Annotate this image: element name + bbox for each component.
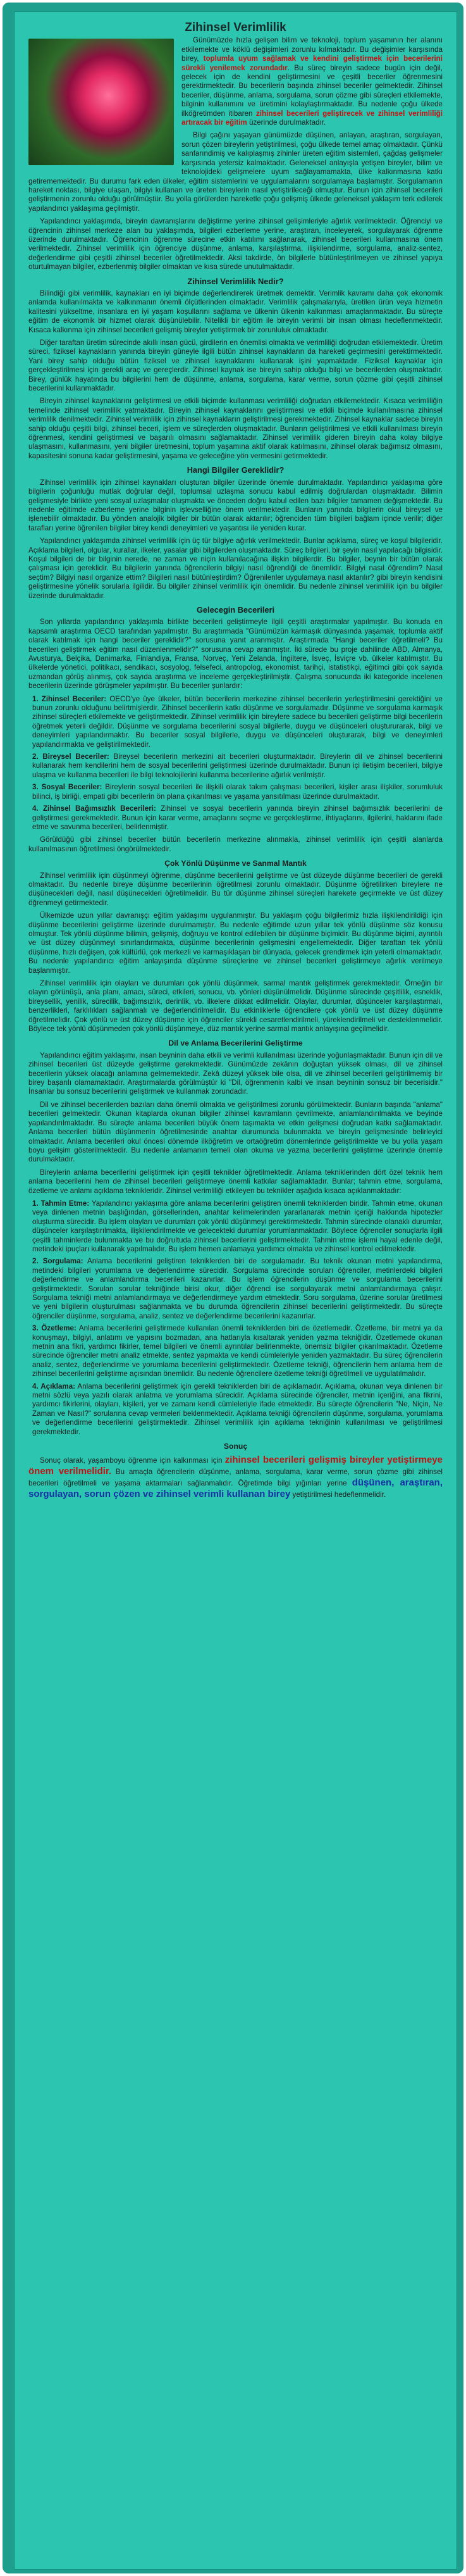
list-item: 3. Sosyal Beceriler: Bireylerin sosyal becerileri ile ilişkili olarak takım çalışması becerileri, kişiler arası ilişkiler, sorumluluk bilinci, iş birliği, empati gibi becerilerin ön plana çıkarılması ve yaşama yansıtılması üzerinde durulmaktadır. [32,783,443,801]
sec1-paragraph-2: Diğer taraftan üretim sürecinde akıllı insan gücü, girdilerin en önemlisi olmakta ve verimliliği doğrudan etkilemektedir. Üretim süreci, fiziksel kaynakların yanında bireyin güneyle ilgili bütün zihinsel kaynakların da hareketi geçirmesini gerektirmektedir. Yani birey sahip olduğu bütün fiziksel ve zihinsel kaynaklarını kullanarak işini yapmaktadır. Fiziksel kaynaklar için gerçekleştirilmesi için gerekli araç ve gereçlerdir. Zihinsel kaynak ise bireyin sahip olduğu bilgi ve becerilerden oluşmaktadır. Birey, günlük hayatında bu bilgilerini hem de düşünme, anlama, sorgulama, karar verme, sorun çözme gibi çeşitli zihinsel becerilerini kullanmaktadır. [28,339,443,393]
sec4-paragraph-3: Ülkemizde uzun yıllar davranışçı eğitim yaklaşımı uygulanmıştır. Bu yaklaşım çoğu bilgilerimiz hızla ilişkilendirildiği için düşünme becerilerini geliştirme üzerinde durulmamıştır. Bu nedenle eğitimde uzun yıllar tek yönlü düşünme söz konusu olmuştur. Tek yönlü düşünme bilimin, gelişmiş, doğruyu ve kontrol edilebilen bir düşünme biçimidir. Bu düşünme biçimi, ayrıntılı ve üst düzey düşünmeyi sınırlandırmakta, düşünme becerilerinin gelişmesini engellemektedir. Diğer taraftan tek yönlü düşünme, hızlı değişen, çok kültürlü, çok merkezli ve karmaşıklaşan bir dünyada, gelecek grendirmek için yeterli olmamaktadır. Bu nedenle yapılandırıcı eğitim anlayışında düşünme süreçlerine ve zihinsel becerileri geliştirmeye ağırlık verilmeye başlanmıştır. [28,911,443,975]
heading-sonuc: Sonuç [223,1442,248,1451]
list-item: 4. Zihinsel Bağımsızlık Becerileri: Zihinsel ve sosyal becerilerin yanında bireyin zihinsel bağımsızlık becerilerini de geliştirmesi gerekmektedir. Bunun için karar verme, amaçlarını seçme ve gerçekleştirme, ihtiyaçlarını, ilgilerini, haklarını ifade etme ve savunma becerileri, belirlenmiştir. [32,804,443,831]
sec5-paragraph-3: Bireylerin anlama becerilerini geliştirmek için çeşitli teknikler öğretilmektedir. Anlama tekniklerinden dört özel teknik hem anlama becerilerini hem de zihinsel becerileri geliştirmeye önemli katkılar sağlamaktadır. Bunlar; tahmin etme, sorgulama, özetleme ve anlamı açıklama teknikleridir. Zihinsel verimliliği etkileyen bu teknikler aşağıda kısaca açıklanmaktadır: [28,1168,443,1195]
list-item: 1. Tahmin Etme: Yapılandırıcı yaklaşıma göre anlama becerilerini geliştiren önemli tekniklerden biridir. Tahmin etme, okunan veya dinlenen metnin başlığından, görsellerinden, anahtar kelimelerinden yararlanarak metnin içeriği hakkında hipotezler oluşturma sürecidir. Bu işlem olayları ve durumları çok yönlü düşünmeyi gerektirmektedir. Tahmin sürecinde olanaklı durumlar, düşünceler karşılaştırılmakta, ilişkilendirilmekte ve gelecekteki durumlar yorumlanmaktadır. Böylece öğrenciler sonuçlarla ilgili çeşitli tahminlerde bulunmakta ve bu doğrultuda zihinsel becerilerini geliştirmektedir. Tahmin etme işlemi hayal edenle değil, metindeki ipuçları kullanarak yapılmalıdır. Bu işlem hemen anlamaya yardımcı olmakta ve zihinsel kontrol edilmektedir. [32,1199,443,1253]
sec1-paragraph-1: Bilindiği gibi verimlilik, kaynakları en iyi biçimde değerlendirerek üretmek demektir. Verimlik kavramı daha çok ekonomik anlamda kullanılmakta ve kalkınmanın önemli ölçütlerinden olmaktadır. Verimlilik çalışmalarıyla, üretilen ürün veya hizmetin kalitesini yükseltme, insanlara en iyi yaşam koşullarını sağlama ve ülkenin ülkenin kalkınması amaçlanmaktadır. Bu süreçte eğitim de ekonomik bir hizmet olarak düşünülebilir. Nitelikli bir eğitim ile bireyin verimli bir insan olması hedeflenmektedir. Kısaca kalkınma için zihinsel becerileri gelişmiş bireyler yetiştirmek bir zorunluluk olmaktadır. [28,289,443,334]
heading-cok-yonlu-dusunme: Çok Yönlü Düşünme ve Sanmal Mantık [164,859,307,868]
skills-list [28,695,443,832]
sec4-paragraph-2: Zihinsel verimlilik için düşünmeyi öğrenme, düşünme becerilerini geliştirme ve üst düzeyde düşünme becerileri de gerekli olmaktadır. Bu nedenle bireye düşünme becerilerinin öğretilmesi zorunlu olmaktadır. Düşünme öğretilirken bireylere ne düşünecekleri değil, nasıl düşünecekleri öğretilmelidir. Bu tür düşünme zihinsel süreçleri harekete geçirmekte ve üst düzey öğrenmeyi getirmektedir. [28,871,443,907]
rose-photo [28,39,174,165]
list-item: 3. Özetleme: Anlama becerilerini geliştirmede kullanılan önemli tekniklerden biri de özetlemedir. Özetleme, bir metni ya da konuşmayı, bilgiyi, anlatımı ve yapısını bozmadan, ana hatlarıyla kısaltarak yeniden yazma tekniğidir. Özetlemede okunan metnin ana fikri, yardımcı fikirler, temel bilgileri ve önemli ayrıntılar belirlenmekte, önemsiz bilgiler çıkarılmaktadır. Özetleme sürecinde öğrenciler metni analiz etmekte, sentez yapmakta ve kendi cümleleriyle yeniden yazmaktadır. Bu süreç öğrencilerin analiz, sentez, değerlendirme ve yorumlama becerilerini geliştirmektedir. Özetleme tekniği, öğrencilerin hem anlama hem de zihinsel becerilerini geliştirme açısından önemlidir. Bu nedenle öğrencilere özetleme tekniği öğretilmeli ve uygulatılmalıdır. [32,1324,443,1379]
conclusion-paragraph: Sonuç olarak, yaşamboyu öğrenme için kalkınması için zihinsel becerileri gelişmiş bireyler yetiştirmeye önem verilmelidir. Bu amaçla öğrencilerin düşünme, anlama, sorgulama, karar verme, sorun çözme gibi zihinsel becerileri öğretilmeli ve yaşama aktarmaları sağlanmalıdır. Öğretimde bilgi yığınları yerine düşünen, araştıran, sorgulayan, sorun çözen ve zihinsel verimli kullanan birey yetiştirilmesi hedeflenmelidir. [28,1454,443,1499]
sec1-paragraph-3: Bireyin zihinsel kaynaklarını geliştirmesi ve etkili biçimde kullanması verimliliği doğrudan etkilemektedir. Kısaca verimliliğin temelinde zihinsel verimlilik yatmaktadır. Bireyin zihinsel kaynaklarını geliştirmesi ve etkili biçimde kullanılmasına zihinsel verimlilik denilmektedir. Zihinsel verimlilik için zihinsel kaynakların geliştirilmesi gerekmektedir. Zihinsel kaynaklar sadece bireyin sahip olduğu çeşitli bilgi, zihinsel beceri, işlem ve süreçlerden oluşmaktadır. Bunların geliştirilmesi ve etkili kullanılması bireyin öğrenmesi, kendini geliştirmesi ve başarılı olmasını sağlamaktadır. Zihinsel verimlilik gideren bireyin daha kolay bilgiye ulaşmasını, kullanmasını, yeni bilgiler üretmesini, toplum yaşamına aktif olarak katılmasını, zihinsel olarak bağımsız olmasını, kapasitesini sonuna kadar geliştirmesini, yaşama ve geleceğine yön vermesini getirmektedir. [28,397,443,460]
sec2-paragraph-2: Yapılandırıcı yaklaşımda zihinsel verimlilik için üç tür bilgiye ağırlık verilmektedir. Bunlar açıklama, süreç ve koşul bilgileridir. Açıklama bilgileri, olgular, kurallar, ilkeler, yasalar gibi bilgilerden oluşmaktadır. Süreç bilgileri, bir şeyin nasıl yapılacağı bilgisidir. Koşul bilgileri de bir bilginin nerede, ne zaman ve niçin kullanılacağına ilişkin bilgilerdir. Bu bilgiler, beynin bir bütün olarak çalışması için gereklidir. Bu bilgilerin yanında öğrencilerin bilgiyi nasıl öğrendiği de önemlidir. Bilgiyi nasıl öğrendim? Nasıl seçtim? Bilgiyi nasıl organize ettim? Bilgileri nasıl bütünleştirdim? Öğrenilenler uygulamaya nasıl aktarılır? gibi bireyin kendisini geliştirmesine yönelik sorularla ilgilidir. Bu bilgiler zihinsel verimlilik için önemlidir. Bu nedenle zihinsel verimlilik için bu bilgiler üzerinde durulmaktadır. [28,537,443,600]
intro-paragraph-1: Günümüzde hızla gelişen bilim ve teknoloji, toplum yaşamının her alanını etkilemekte ve köklü değişimleri zorunlu kılmaktadır. Bu değişimler karşısında birey, toplumla uyum sağlamak ve kendini geliştirmek için becerilerini sürekli yenilemek zorundadır. Bu süreç bireyin sadece bugün için değil, gelecek için de kendini geliştirmesini ve çeşitli beceriler öğrenmesini gerektirmektedir. Bu becerilerin başında zihinsel beceriler gelmektedir. Zihinsel beceriler, düşünme, anlama, sorgulama, sorun çözme gibi süreçleri etkilemekte, bilginin kullanımını ve üretimini kolaylaştırmaktadır. Bu nedenle çoğu ülkede ilköğretimden itibaren zihinsel becerileri geliştirecek ve zihinsel verimliliği artıracak bir eğitim üzerinde durulmaktadır. [181,36,443,127]
heading-hangi-bilgiler: Hangi Bilgiler Gereklidir? [187,465,285,475]
heading-gelecegin-becerileri: Gelecegin Becerileri [196,604,275,615]
techniques-list [28,1199,443,1437]
list-item: 2. Sorgulama: Anlama becerilerini geliştiren tekniklerden biri de sorgulamadır. Bu teknik okunan metni yapılandırma, metindeki bilgileri yorumlama ve değerlendirme sürecidir. Sorgulama sürecinde soruları öğrenciler, metinlerdeki bilgileri değerlendirme ve anlamlandırma becerileri kazanırlar. Bu işlem öğrencilerin düşünme ve sorgulama becerilerini geliştirmektedir. Sorulan sorular tekniğinde birisi okur, diğer öğrenci ise sorgulayarak metni anlamlandırmaya çalışır. Sorgulama tekniği metni anlamlandırmaya ve değerlendirmeye yardım etmektedir. Soru sorgulama, üzerine sorular üretilmesi ve yeni bilgilerin oluşturulması sağlanmakta ve bu durumda öğrencilerin zihinsel becerilerini geliştirmektedir. Bu süreçte öğrenciler düşünme, sorgulama, analiz, sentez ve değerlendirme becerilerini kazanırlar. [32,1257,443,1320]
sec2-paragraph-1: Zihinsel verimlilik için zihinsel kaynakları oluşturan bilgiler üzerinde önemle durulmaktadır. Yapılandırıcı yaklaşıma göre bilgilerin çoğunluğu mutlak doğrular değil, toplumsal uzlaşma sonucu kabul edilmiş doğrulardan oluşmaktadır. Bilimin gelişmesiyle birlikte yeni sosyal uzlaşmalar oluşmakta ve önceden doğru kabul edilen bazı bilgiler tamamen değişmektedir. Bu nedenle eğitimde ezberleme yerine bilginin işlevselliğine önem verilmektedir. Bunların yanında bilgilerin okul bireysel ve işlenebilir olmaktadır. Bu yönden analojik bilgiler bir bütün olarak aktarılır; öğrenciden tüm bilgileri bağlam içinde verilir; diğer tarafları yerine öğrenilen bilgiler birey kendi deneyimleri ve yaşantısı ile yeniden kurar. [28,478,443,532]
page-frame [3,3,463,2573]
intro-paragraph-3: Yapılandırıcı yaklaşımda, bireyin davranışlarını değiştirme yerine zihinsel gelişimleriyle ağırlık verilmektedir. Öğrenciyi ve öğrencinin zihinsel merkeze alan bu yaklaşımda, bilgileri ezberleme yerine, araştıran, inceleyerek, sorgulayarak öğrenme üzerinde durulmaktadır. Öğrencinin öğrenme sürecine etkin katılımı sağlanarak, zihinsel becerileri kullanmasına önem verilmektedir. Zihinsel verimlilik için öğrenciye düşünme, anlama, karşılaştırma, ilişkilendirme, sorgulama, analiz-sentez, değerlendirme gibi çeşitli zihinsel beceriler öğretilmektedir. Aksi takdirde, ön bilgilerle bütünleştirilmeyen ve zihinsel yapıya oturtulmayan bilgiler, ezberlenmiş bilgiler olmaktan ve kısa sürede unutulmaktadır. [28,217,443,272]
article-title: Zihinsel Verimlilik [185,21,286,34]
intro-paragraph-2: Bilgi çağını yaşayan günümüzde düşünen, anlayan, araştıran, sorgulayan, sorun çözen bireylerin yetiştirilmesi, çoğu ülkede temel amaç olmaktadır. Çünkü sanfarındimiş ve kalıplaşmış zihinler üreten eğitim sistemleri, çağdaş gelişmeler karşısında yetersiz kalmaktadır. Geleneksel anlayışla yetişen bireyler, bilim ve teknolojideki gelişmelere uyum sağlayamamakta, ülke kalkınmasına katkı getirememektedir. Bu durumu fark eden ülkeler, eğitim sistemlerini ve uygulamalarını sorgulamaya başlamıştır. Sorgulamanın hareket noktası, bilgiye ulaşan, bilgiyi kullanan ve üreten bireylerin nasıl yetiştirileceği olmuştur. Bunun için zihinsel becerileri geliştirmenin zorunlu olduğu görülmüştür. Bu yolla görülerden hareketle çoğu gelişmiş ülkede geleneksel yaklaşım terk edilerek yapılandırıcı yaklaşıma geçilmiştir. [28,131,443,213]
sec4-paragraph-4: Zihinsel verimlilik için olayları ve durumları çok yönlü düşünmek, sarmal mantık geliştirmek gerekmektedir. Örneğin bir olayın görünüşü, anla planı, amacı, süreci, etkileri, sonucu, vb. yönleri düşünülmelidir. Düşünme sürecinde çeşitlilik, esneklik, bireysellik, yenilik, sürecilik, bağımsızlık, derinlik, vb. ilkelere dikkat edilmelidir. Olaylar, durumlar, düşünceler karşılaştırmalı, benzerlikleri, farklılıkları sağlanmalı ve değerlendirilmelidir. Bu etkinliklerle öğrencilere çok yönlü ve üst düzey düşünme öğretilmelidir. Çok yönlü ve üst düzey düşünme için öğrenciler sürekli cesaretlendirilmeli, yüreklendirilmeli ve desteklenmelidir. Böylece tek yönlü düşünmeden çok yönlü düşünmeye, düz mantık yerine sarmal mantık anlayışına geçilmelidir. [28,979,443,1034]
heading-zihinsel-verimlilik-nedir: Zihinsel Verimlilik Nedir? [187,276,284,286]
list-item: 1. Zihinsel Beceriler: OECD'ye üye ülkeler, bütün becerilerin merkezine zihinsel becerilerin yerleştirilmesini gerektiğini ve bunun zorunlu olduğunu belirtmişlerdir. Zihinsel becerilerin katkı düşünme ve sorgulamadır. Düşünme ve sorgulama karmaşık zihinsel süreçleri etkilemekte ve geliştirmektedir. Zihinsel verimlilik için bireylere sadece bu becerileri geliştirme bilgi becerilerin öğretmek yeterli değildir. Düşünme ve sorgulama becerilerini sosyal bilgilerle, duygu ve düşünceleri oluştururarak, bilgi ve deneyimleri yapılandırmaktır. Bu beceriler sosyal bilgilerle, duygu ve düşünceleri oluşturarak, bilgi ve deneyimleri yapılandırmakta ve geliştirilmektedir. [32,694,443,749]
sec4-paragraph-1: Görüldüğü gibi zihinsel beceriler bütün becerilerin merkezine alınmakla, zihinsel verimlilik için çeşitli alanlarda kullanılmasının öğretilmesi öngörülmektedir. [28,835,443,853]
article-panel [14,11,457,2570]
heading-dil-ve-anlama: Dil ve Anlama Becerilerini Geliştirme [168,1039,303,1048]
list-item: 2. Bireysel Beceriler: Bireysel becerilerin merkezini ait becerileri oluşturmaktadır. Bireylerin dil ve zihinsel becerilerini kullanarak hem kendilerini hem de sosyal becerilerini geliştirmesi üzerinde durulmaktadır. Bunun içi iletişim becerileri, bilgiye ulaşma ve kullanma becerileri ile bilgi teknolojilerini kullanma becerilerine ağırlık verilmiştir. [32,753,443,779]
sec5-paragraph-1: Yapılandırıcı eğitim yaklaşımı, insan beyninin daha etkili ve verimli kullanılması üzerinde yoğunlaşmaktadır. Bunun için dil ve zihinsel becerileri üst düzeyde geliştirme gerekmektedir. Günümüzde zekânın doğuştan yüksek olması, dil ve zihinsel becerilerin yüksek olacağı anlamına gelmemektedir. Zekâ düzeyi yüksek bile olsa, dil ve zihinsel becerileri geliştirilmemiş bir birey başarılı olamamaktadır. Araştırmalarda görülmüştür ki "Dil, öğrenmenin kalbi ve insan beyninin sonsuz bir becerisidir." İnsanlar bu sonsuz becerilerini geliştirmek ve kullanmak zorundadır. [28,1051,443,1096]
sec3-paragraph-1: Son yıllarda yapılandırıcı yaklaşımla birlikte becerileri geliştirmeyle ilgili çeşitli araştırmalar yapılmıştır. Bu konuda en kapsamlı araştırma OECD tarafından yapılmıştır. Bu araştırmada "Günümüzün karmaşık dünyasında yaşamak, toplumla aktif olarak katılmak için hangi beceriler gereklidir?" sorusuna yanıt aranmıştır. Araştırmada "Hangi beceriler öğretilmeli? Bu becerileri geliştirmek eğitim nasıl düzenlenmelidir?" sorusuna cevap aranmıştır. İki sürede bu proje dahilinde ABD, Almanya, Avusturya, Belçika, Danimarka, Finlandiya, Fransa, Norveç, Yeni Zelanda, İngiltere, İsveç, İsviçre vb. ülkeler katılmıştır. Bu ülkelerde yönetici, politikacı, sendikacı, sosyolog, felsefeci, antropolog, ekonomist, tarihçi, istatistikçi, eğitimci gibi çok sayıda uzmandan görüş alınmış, çok sayıda araştırma ve inceleme gerçekleştirilmiştir. Çalışma sonucunda iki kategoride incelenen becerilerin üzerinde görüşmeler yapılmıştır. Bu beceriler şunlardır: [28,618,443,691]
list-item: 4. Açıklama: Anlama becerilerini geliştirmek için gerekli tekniklerden biri de açıklamadır. Açıklama, okunan veya dinlenen bir metni sözlü veya yazılı olarak anlatma ve yorumlama sürecidir. Açıklama sürecinde öğrenciler, metnin içeriğini, ana fikrini, yardımcı fikirlerini, olayları, kişileri, yer ve zamanı kendi cümleleriyle ifade etmektedir. Bu süreçte öğrencilerin "Ne, Niçin, Ne Zaman ve Nasıl?" sorularına cevap vermeleri beklenmektedir. Açıklama tekniği öğrencilerin düşünme, sorgulama, yorumlama ve değerlendirme becerilerini geliştirmektedir. Zihinsel verimlilik için açıklama tekniğinin kullanılması ve geliştirilmesi gerekmektedir. [32,1382,443,1436]
sec5-paragraph-2: Dil ve zihinsel becerilerden bazıları daha önemli olmakta ve geliştirilmesi zorunlu görülmektedir. Bunların başında "anlama" becerileri gelmektedir. Okunan kitaplarda okunan bilgiler zihinsel kavramların çevrilmekte, anlamlandırılmakta ve beyinde yapılandırılmaktadır. Bu süreçte anlama becerileri büyük önem taşımakta ve etkin gelişmesi doğrudan katkı sağlamaktadır. Anlama becerileri bütün düşünmenin öğretilmesinde anahtar durumunda bulunmakta ve bireyin gelişmesinde belirleyici olmaktadır. Anlama becerileri okul öncesi dönemde ilköğretim ve ortaöğretim dönemlerinde geliştirilmekte ve bu yolla yaşam boyu gelişim gösterilmektedir. Bu nedenle anlamanın temeli olan okuma ve yazma becerilerini geliştirme üzerinde önemle durulmaktadır. [28,1100,443,1164]
